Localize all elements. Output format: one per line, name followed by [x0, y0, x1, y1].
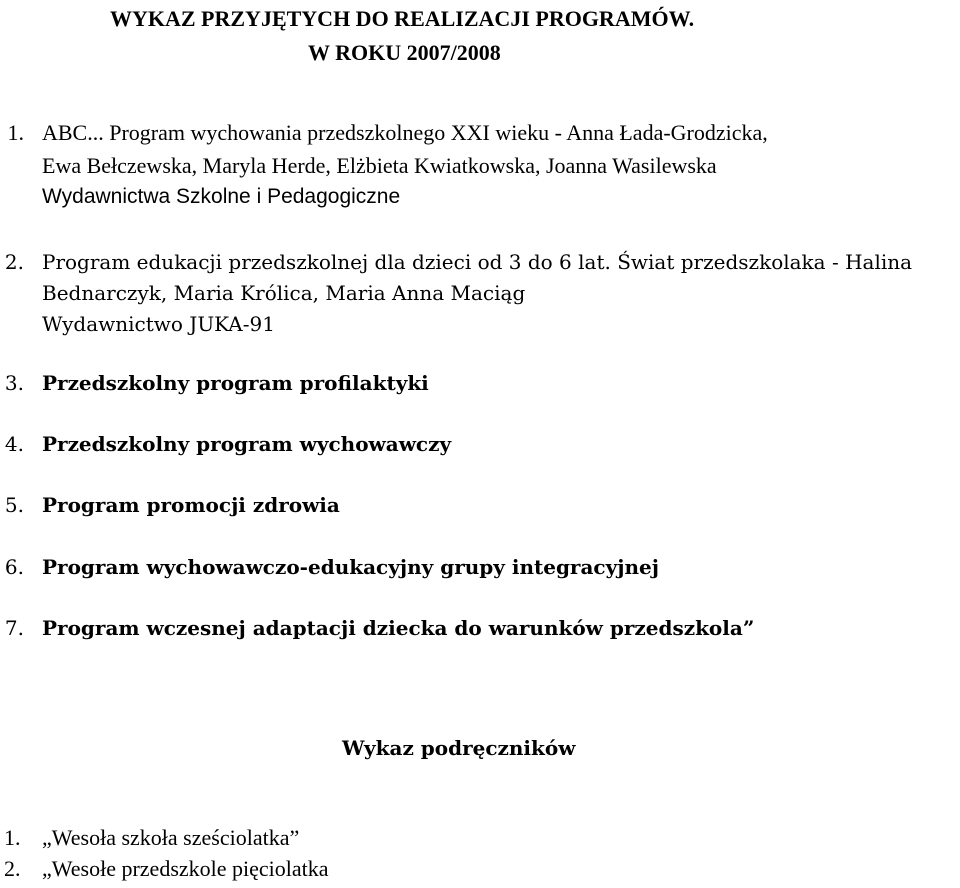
item-text: Bednarczyk, Maria Królica, Maria Anna Maciąg	[42, 281, 526, 305]
publisher-text: Wydawnictwo JUKA-91	[42, 312, 275, 336]
item-number: 2.	[4, 250, 24, 274]
item-number: 6.	[4, 555, 24, 579]
item-number: 7.	[4, 616, 24, 640]
item-number: 4.	[4, 432, 24, 456]
item-text: Program promocji zdrowia	[42, 493, 340, 517]
textbooks-heading: Wykaz podręczników	[342, 736, 576, 760]
item-text: Ewa Bełczewska, Maryla Herde, Elżbieta Kwiatkowska, Joanna Wasilewska	[42, 153, 717, 178]
item-text: Przedszkolny program wychowawczy	[42, 432, 452, 456]
item-number: 5.	[4, 493, 24, 517]
item-number: 3.	[4, 371, 24, 395]
item-number: 1.	[7, 120, 24, 145]
item-text: Program wychowawczo-edukacyjny grupy integracyjnej	[42, 555, 659, 579]
title-line-1: WYKAZ PRZYJĘTYCH DO REALIZACJI PROGRAMÓW.	[110, 6, 695, 31]
item-number: 2.	[4, 856, 21, 881]
item-text: Program edukacji przedszkolnej dla dzieci od 3 do 6 lat. Świat przedszkolaka - Halina	[42, 250, 913, 274]
item-text: Program wczesnej adaptacji dziecka do warunków przedszkola”	[42, 616, 755, 640]
publisher-text: Wydawnictwa Szkolne i Pedagogiczne	[42, 185, 401, 208]
item-text: „Wesołe przedszkole pięciolatka	[42, 856, 329, 881]
item-number: 1.	[4, 825, 21, 850]
item-text: ABC... Program wychowania przedszkolnego XXI wieku - Anna Łada-Grodzicka,	[42, 120, 768, 145]
document-title	[110, 2, 830, 70]
title-line-2: W ROKU 2007/2008	[308, 40, 501, 65]
item-text: Przedszkolny program profilaktyki	[42, 371, 429, 395]
item-text: „Wesoła szkoła sześciolatka”	[42, 825, 300, 850]
